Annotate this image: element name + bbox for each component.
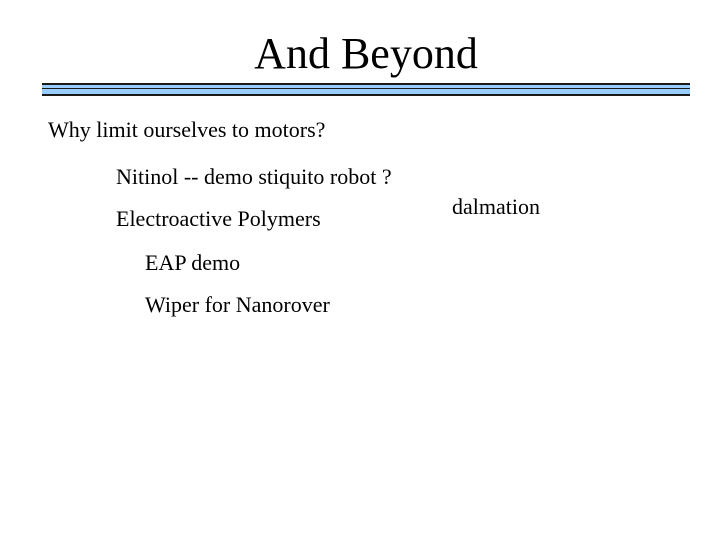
title-divider-bar — [42, 83, 690, 96]
title-divider-inner-line — [42, 88, 690, 89]
slide-title: And Beyond — [254, 29, 478, 78]
side-label-dalmation: dalmation — [452, 194, 540, 219]
bullet-wiper-nanorover: Wiper for Nanorover — [145, 292, 330, 317]
bullet-electroactive-polymers: Electroactive Polymers — [116, 206, 321, 231]
bullet-eap-demo: EAP demo — [145, 250, 241, 275]
main-point: Why limit ourselves to motors? — [48, 117, 326, 142]
bullet-nitinol: Nitinol -- demo stiquito robot ? — [116, 164, 392, 189]
